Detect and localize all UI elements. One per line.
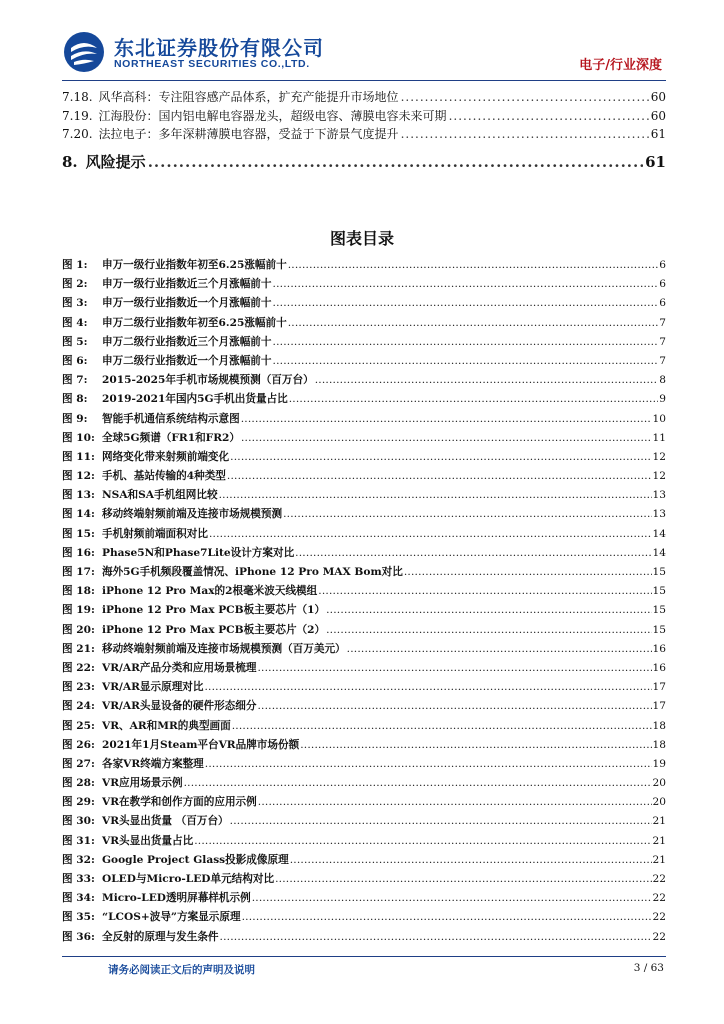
toc-section-page: 61 [645,152,666,171]
figure-title: 申万二级行业指数近三个月涨幅前十 [102,335,272,348]
leader-dots [401,127,649,141]
figure-number: 图 17: [62,566,95,578]
leader-dots [204,681,651,693]
leader-dots [148,153,643,171]
figure-number: 图 14: [62,508,95,521]
figure-number: 图 2: [62,278,88,291]
figure-entry[interactable] [62,813,666,832]
figure-title: 2019-2021年国内5G手机出货量占比 [102,393,288,406]
figure-page: 9 [659,393,666,406]
figure-number: 图 7: [62,374,88,387]
toc-entry-title: 江海股份：国内铝电解电容器龙头，超级电容、薄膜电容未来可期 [98,108,447,123]
figure-page: 22 [652,892,666,905]
leader-dots [242,911,652,923]
figure-page: 21 [652,815,666,828]
figure-entry[interactable] [62,411,666,430]
figure-title: VR应用场景示例 [102,777,183,790]
leader-dots [275,873,651,885]
figure-page: 13 [652,508,666,521]
figure-entry[interactable] [62,391,666,410]
toc-entry-number: 7.19. [62,108,93,123]
figure-entry[interactable] [62,487,666,506]
leader-dots [295,547,651,559]
figure-title: VR、AR和MR的典型画面 [102,719,231,732]
figure-page: 22 [652,873,666,885]
leader-dots [227,470,652,482]
figure-title: 网络变化带来射频前端变化 [102,450,230,463]
figure-number: 图 1: [62,259,88,271]
leader-dots [300,739,651,751]
figure-title: 申万一级行业指数年初至6.25涨幅前十 [102,259,287,271]
figure-title: “LCOS+波导”方案显示原理 [102,911,241,924]
leader-dots [290,854,652,866]
figure-title: VR在教学和创作方面的应用示例 [102,796,257,809]
figure-entry[interactable] [62,334,666,353]
figure-title: 各家VR终端方案整理 [102,757,204,770]
toc-entry-title: 风华高科：专注阻容感产品体系，扩充产能提升市场地位 [98,90,399,104]
figure-entry[interactable] [62,929,666,948]
leader-dots [230,815,652,827]
leader-dots [230,451,651,463]
figure-entry[interactable] [62,794,666,813]
figure-page: 21 [652,834,666,847]
figure-page: 16 [652,642,666,655]
figure-entry[interactable] [62,353,666,372]
figure-number: 图 29: [62,796,95,809]
figure-entry[interactable] [62,890,666,909]
figure-title: OLED与Micro-LED单元结构对比 [102,873,275,885]
figure-number: 图 35: [62,911,95,924]
figure-page: 7 [659,316,666,329]
leader-dots [252,892,652,904]
figure-title: 全球5G频谱（FR1和FR2） [102,431,240,444]
figure-title: 2015-2025年手机市场规模预测（百万台） [102,374,314,387]
figure-title: VR头显出货量 （百万台） [102,815,229,828]
figure-page: 12 [652,450,666,463]
toc-section-entry[interactable] [62,151,666,177]
figure-page: 14 [652,546,666,559]
figure-entry[interactable] [62,583,666,602]
figure-number: 图 28: [62,777,95,790]
figure-number: 图 10: [62,431,95,444]
toc-entry[interactable] [62,107,666,126]
leader-dots [347,643,652,655]
figure-number: 图 30: [62,815,95,828]
figure-title: Phase5N和Phase7Lite设计方案对比 [102,546,295,559]
figure-entry[interactable] [62,430,666,449]
figure-title: Google Project Glass投影成像原理 [102,853,289,866]
figure-entry[interactable] [62,449,666,468]
page-header [62,30,662,78]
figure-page: 11 [652,431,666,444]
leader-dots [315,374,659,386]
leader-dots [241,413,652,425]
figure-title: 智能手机通信系统结构示意图 [102,412,240,425]
leader-dots [401,90,649,104]
figure-title: 全反射的原理与发生条件 [102,930,219,943]
footer-divider [62,956,666,957]
figure-page: 17 [652,700,666,713]
figure-number: 图 22: [62,661,95,674]
figure-title: VR/AR产品分类和应用场景梳理 [102,661,257,674]
figure-title: VR/AR显示原理对比 [102,681,204,694]
figure-entry[interactable] [62,622,666,641]
leader-dots [273,355,659,367]
figure-page: 8 [659,374,666,387]
leader-dots [209,528,652,540]
figure-title: iPhone 12 Pro Max的2根毫米波天线模组 [102,585,318,598]
leader-dots [288,259,659,271]
figure-number: 图 4: [62,316,88,329]
toc-entry-page: 60 [650,108,666,123]
toc-entry[interactable] [62,88,666,107]
leader-dots [404,566,652,578]
page-number: 3 / 63 [633,962,664,974]
figure-entry[interactable] [62,602,666,621]
figure-title: 海外5G手机频段覆盖情况、iPhone 12 Pro MAX Bom对比 [102,566,403,578]
figure-page: 7 [659,335,666,348]
figure-page: 6 [659,297,666,310]
figure-page: 12 [652,470,666,483]
figure-page: 14 [652,527,666,540]
leader-dots [318,585,651,597]
leader-dots [273,278,659,290]
leader-dots [283,508,651,520]
toc-section-number: 8. [62,152,78,171]
figure-number: 图 18: [62,585,95,598]
figure-number: 图 36: [62,930,95,943]
figure-page: 16 [652,661,666,674]
leader-dots [273,336,659,348]
leader-dots [288,317,659,329]
report-category: 电子/行业深度 [579,58,662,73]
leader-dots [219,489,652,501]
toc-section-title: 风险提示 [85,152,146,171]
figure-number: 图 15: [62,527,95,540]
leader-dots [273,297,659,309]
figure-title: 申万一级行业指数近一个月涨幅前十 [102,297,272,310]
figure-title: 移动终端射频前端及连接市场规模预测 [102,508,283,521]
leader-dots [232,720,652,732]
leader-dots [326,604,651,616]
figure-number: 图 8: [62,393,88,406]
figure-page: 19 [652,757,666,770]
company-name-en: NORTHEAST SECURITIES CO.,LTD. [114,58,310,70]
leader-dots [184,777,652,789]
figure-number: 图 24: [62,700,95,713]
figure-entry[interactable] [62,295,666,314]
toc-entry-number: 7.20. [62,127,93,141]
figure-number: 图 3: [62,297,88,310]
figure-page: 10 [652,412,666,425]
figure-number: 图 20: [62,623,95,636]
figure-page: 6 [659,278,666,291]
footer-disclaimer: 请务必阅读正文后的声明及说明 [108,964,255,976]
figure-entry[interactable] [62,852,666,871]
figure-number: 图 19: [62,604,95,617]
figure-title: 手机射频前端面积对比 [102,527,208,540]
figure-title: 申万一级行业指数近三个月涨幅前十 [102,278,272,291]
figure-title: 移动终端射频前端及连接市场规模预测（百万美元） [102,642,346,655]
figure-entry[interactable] [62,833,666,852]
figure-title: Micro-LED透明屏幕样机示例 [102,892,251,905]
figure-entry[interactable] [62,698,666,717]
figure-page: 20 [652,777,666,790]
leader-dots [289,393,659,405]
figure-number: 图 13: [62,489,95,502]
leader-dots [205,758,652,770]
figure-entry[interactable] [62,909,666,928]
figure-number: 图 5: [62,335,88,348]
figure-number: 图 21: [62,642,95,655]
figure-page: 21 [652,853,666,866]
figure-number: 图 16: [62,546,95,559]
figure-page: 20 [652,796,666,809]
leader-dots [194,835,651,847]
figure-page: 13 [652,489,666,502]
figure-entry[interactable] [62,641,666,660]
figure-entry[interactable] [62,506,666,525]
leader-dots [257,700,651,712]
figure-page: 15 [652,623,666,636]
figure-entry[interactable] [62,756,666,775]
toc-entry[interactable] [62,125,666,144]
figure-entry[interactable] [62,315,666,334]
figure-list-heading: 图表目录 [329,229,394,248]
figure-page: 22 [652,911,666,924]
leader-dots [258,796,652,808]
figure-page: 7 [659,354,666,367]
leader-dots [326,624,651,636]
toc-entry-page: 60 [650,90,666,104]
toc-entry-title: 法拉电子：多年深耕薄膜电容器，受益于下游景气度提升 [98,127,399,141]
figure-page: 15 [652,604,666,617]
figure-title: 手机、基站传输的4种类型 [102,470,226,483]
figure-entry[interactable] [62,257,666,276]
figure-entry[interactable] [62,871,666,890]
figure-title: 申万二级行业指数年初至6.25涨幅前十 [102,316,287,329]
leader-dots [449,109,649,123]
figure-entry[interactable] [62,718,666,737]
figure-number: 图 11: [62,450,95,463]
figure-page: 15 [652,585,666,598]
figure-entry[interactable] [62,775,666,794]
figure-number: 图 34: [62,892,95,905]
toc-entry-page: 61 [650,127,666,141]
figure-entry[interactable] [62,737,666,756]
figure-title: 2021年1月Steam平台VR品牌市场份额 [102,738,300,751]
figure-number: 图 33: [62,873,95,885]
figure-title: iPhone 12 Pro Max PCB板主要芯片（1） [102,604,326,617]
figure-title: VR/AR头显设备的硬件形态细分 [102,700,257,713]
figure-title: 申万二级行业指数近一个月涨幅前十 [102,354,272,367]
figure-entry[interactable] [62,545,666,564]
table-of-contents [62,88,666,177]
figure-entry[interactable] [62,660,666,679]
header-divider [62,80,666,81]
figure-entry[interactable] [62,679,666,698]
figure-page: 15 [652,566,666,578]
figure-number: 图 6: [62,354,88,367]
figure-page: 18 [652,719,666,732]
figure-entry[interactable] [62,276,666,295]
figure-number: 图 25: [62,719,95,732]
figure-title: NSA和SA手机组网比较 [102,489,218,502]
figure-number: 图 27: [62,757,95,770]
figure-number: 图 12: [62,470,95,483]
figure-number: 图 32: [62,853,95,866]
figure-title: iPhone 12 Pro Max PCB板主要芯片（2） [102,623,326,636]
figure-number: 图 9: [62,412,88,425]
figure-number: 图 26: [62,738,95,751]
figure-entry[interactable] [62,526,666,545]
leader-dots [220,931,652,943]
figure-entry[interactable] [62,468,666,487]
leader-dots [241,432,652,444]
figure-entry[interactable] [62,564,666,583]
figure-list [62,257,666,948]
figure-number: 图 23: [62,681,95,694]
figure-number: 图 31: [62,834,95,847]
figure-page: 22 [652,930,666,943]
company-name-cn: 东北证券股份有限公司 [114,36,324,60]
figure-page: 6 [659,259,666,271]
company-logo-icon [62,30,106,74]
figure-title: VR头显出货量占比 [102,834,194,847]
figure-page: 17 [652,681,666,694]
figure-page: 18 [652,738,666,751]
leader-dots [257,662,651,674]
toc-entry-number: 7.18. [62,90,93,104]
figure-entry[interactable] [62,372,666,391]
